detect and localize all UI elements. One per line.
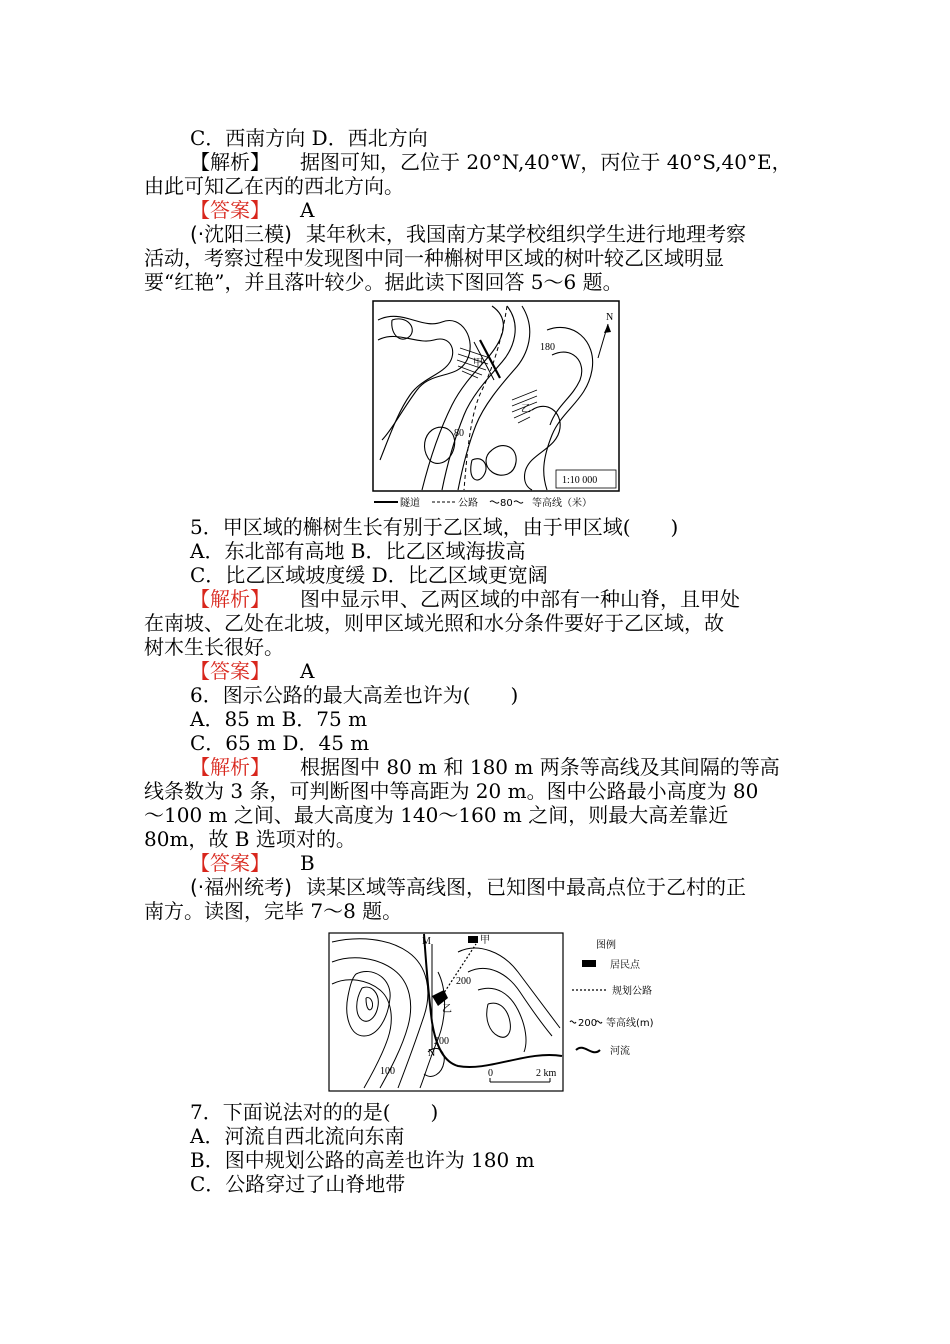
map2-label-200a: 200: [456, 976, 471, 987]
settlement-jia-icon: [468, 936, 478, 943]
q6-analysis-line-2: 线条数为 3 条，可判断图中等高距为 20 m。图中公路最小高度为 80: [144, 779, 759, 803]
q6-answer-tag: 【答案】: [190, 851, 270, 875]
map2-legend-planned-road: 规划公路: [612, 986, 652, 997]
map2-legend-contour: 等高线(m): [606, 1018, 654, 1029]
sec56-intro-line-2: 活动，考察过程中发现图中同一种槲树甲区域的树叶较乙区域明显: [144, 246, 724, 270]
q7-option-a: A．河流自西北流向东南: [190, 1124, 405, 1148]
q5-analysis-line-3: 树木生长很好。: [144, 635, 284, 659]
q5-options-ab: A．东北部有高地 B．比乙区域海拔高: [190, 539, 526, 563]
map1-legend-contour: 等高线（米）: [532, 498, 592, 509]
legend-settlement-icon: [582, 960, 596, 967]
map1-legend-contour-sample: 80: [500, 498, 513, 509]
q5-analysis-tag: 【解析】: [190, 587, 270, 611]
sec78-intro-line-1: 读某区域等高线图，已知图中最高点位于乙村的正: [306, 875, 746, 899]
map2-legend-river: 河流: [610, 1046, 630, 1057]
map2-label-yi: 乙: [442, 1004, 452, 1015]
q7-option-c: C．公路穿过了山脊地带: [190, 1172, 406, 1196]
map2-label-m: M: [422, 936, 431, 947]
contour-map-figure-2: [328, 932, 658, 1094]
q5-answer-tag: 【答案】: [190, 659, 270, 683]
q4-analysis-line-2: 由此可知乙在丙的西北方向。: [144, 174, 404, 198]
map2-label-200b: 200: [434, 1036, 449, 1047]
map1-label-80: 80: [454, 428, 464, 439]
q4-analysis-tag: 【解析】: [190, 150, 270, 174]
q7-option-b: B．图中规划公路的高差也许为 180 m: [190, 1148, 535, 1172]
map2-label-jia: 甲: [480, 935, 490, 946]
q5-answer: A: [300, 659, 315, 683]
map1-legend-tunnel: 隧道: [400, 498, 420, 509]
map2-legend-contour-sample: 200: [578, 1018, 598, 1029]
q4-answer: A: [300, 198, 315, 222]
q5-analysis-line-1: 图中显示甲、乙两区域的中部有一种山脊，且甲处: [300, 587, 740, 611]
q6-analysis-tag: 【解析】: [190, 755, 270, 779]
map1-label-jia: 甲: [473, 358, 483, 369]
map2-legend-settlement: 居民点: [610, 960, 640, 971]
map2-legend-title: 图例: [596, 940, 616, 951]
map1-north-label: N: [606, 312, 614, 323]
map1-label-180: 180: [540, 342, 555, 353]
q4-options-cd: C．西南方向 D．西北方向: [190, 126, 428, 150]
map1-legend-road: 公路: [458, 498, 478, 509]
sec78-source: (·福州统考): [190, 875, 292, 899]
map1-scale: 1:10 000: [562, 475, 598, 486]
map2-label-100: 100: [380, 1066, 395, 1077]
q6-analysis-line-3: ～100 m 之间、最大高度为 140～160 m 之间，则最大高差靠近: [144, 803, 729, 827]
map2-scale-0: 0: [488, 1068, 493, 1079]
map2-label-n: N: [428, 1048, 436, 1059]
q7-stem: 7．下面说法对的的是( ): [190, 1100, 439, 1124]
q6-options-ab: A．85 m B．75 m: [190, 707, 368, 731]
q5-stem: 5．甲区域的槲树生长有别于乙区域，由于甲区域( ): [190, 515, 679, 539]
legend-river-icon: [576, 1048, 600, 1053]
sec78-intro-line-2: 南方。读图，完毕 7～8 题。: [144, 899, 403, 923]
q4-analysis-line-1: 据图可知，乙位于 20°N,40°W，丙位于 40°S,40°E，: [300, 150, 792, 174]
contour-map-1: [372, 300, 622, 512]
contour-map-figure-1: [372, 300, 622, 512]
sec56-intro-line-3: 要“红艳”，并且落叶较少。据此读下图回答 5～6 题。: [144, 270, 623, 294]
map2-scale-2km: 2 km: [536, 1068, 557, 1079]
q6-options-cd: C．65 m D．45 m: [190, 731, 370, 755]
q6-stem: 6．图示公路的最大高差也许为( ): [190, 683, 519, 707]
q5-analysis-line-2: 在南坡、乙处在北坡，则甲区域光照和水分条件要好于乙区域，故: [144, 611, 724, 635]
sec56-source: (·沈阳三模): [190, 222, 292, 246]
map1-label-yi: 乙: [521, 404, 531, 415]
q6-analysis-line-4: 80m，故 B 选项对的。: [144, 827, 356, 851]
sec56-intro-line-1: 某年秋末，我国南方某学校组织学生进行地理考察: [306, 222, 746, 246]
q4-answer-tag: 【答案】: [190, 198, 270, 222]
q5-options-cd: C．比乙区域坡度缓 D．比乙区域更宽阔: [190, 563, 548, 587]
contour-map-2: [328, 932, 658, 1094]
q6-answer: B: [300, 851, 315, 875]
q6-analysis-line-1: 根据图中 80 m 和 180 m 两条等高线及其间隔的等高: [300, 755, 780, 779]
